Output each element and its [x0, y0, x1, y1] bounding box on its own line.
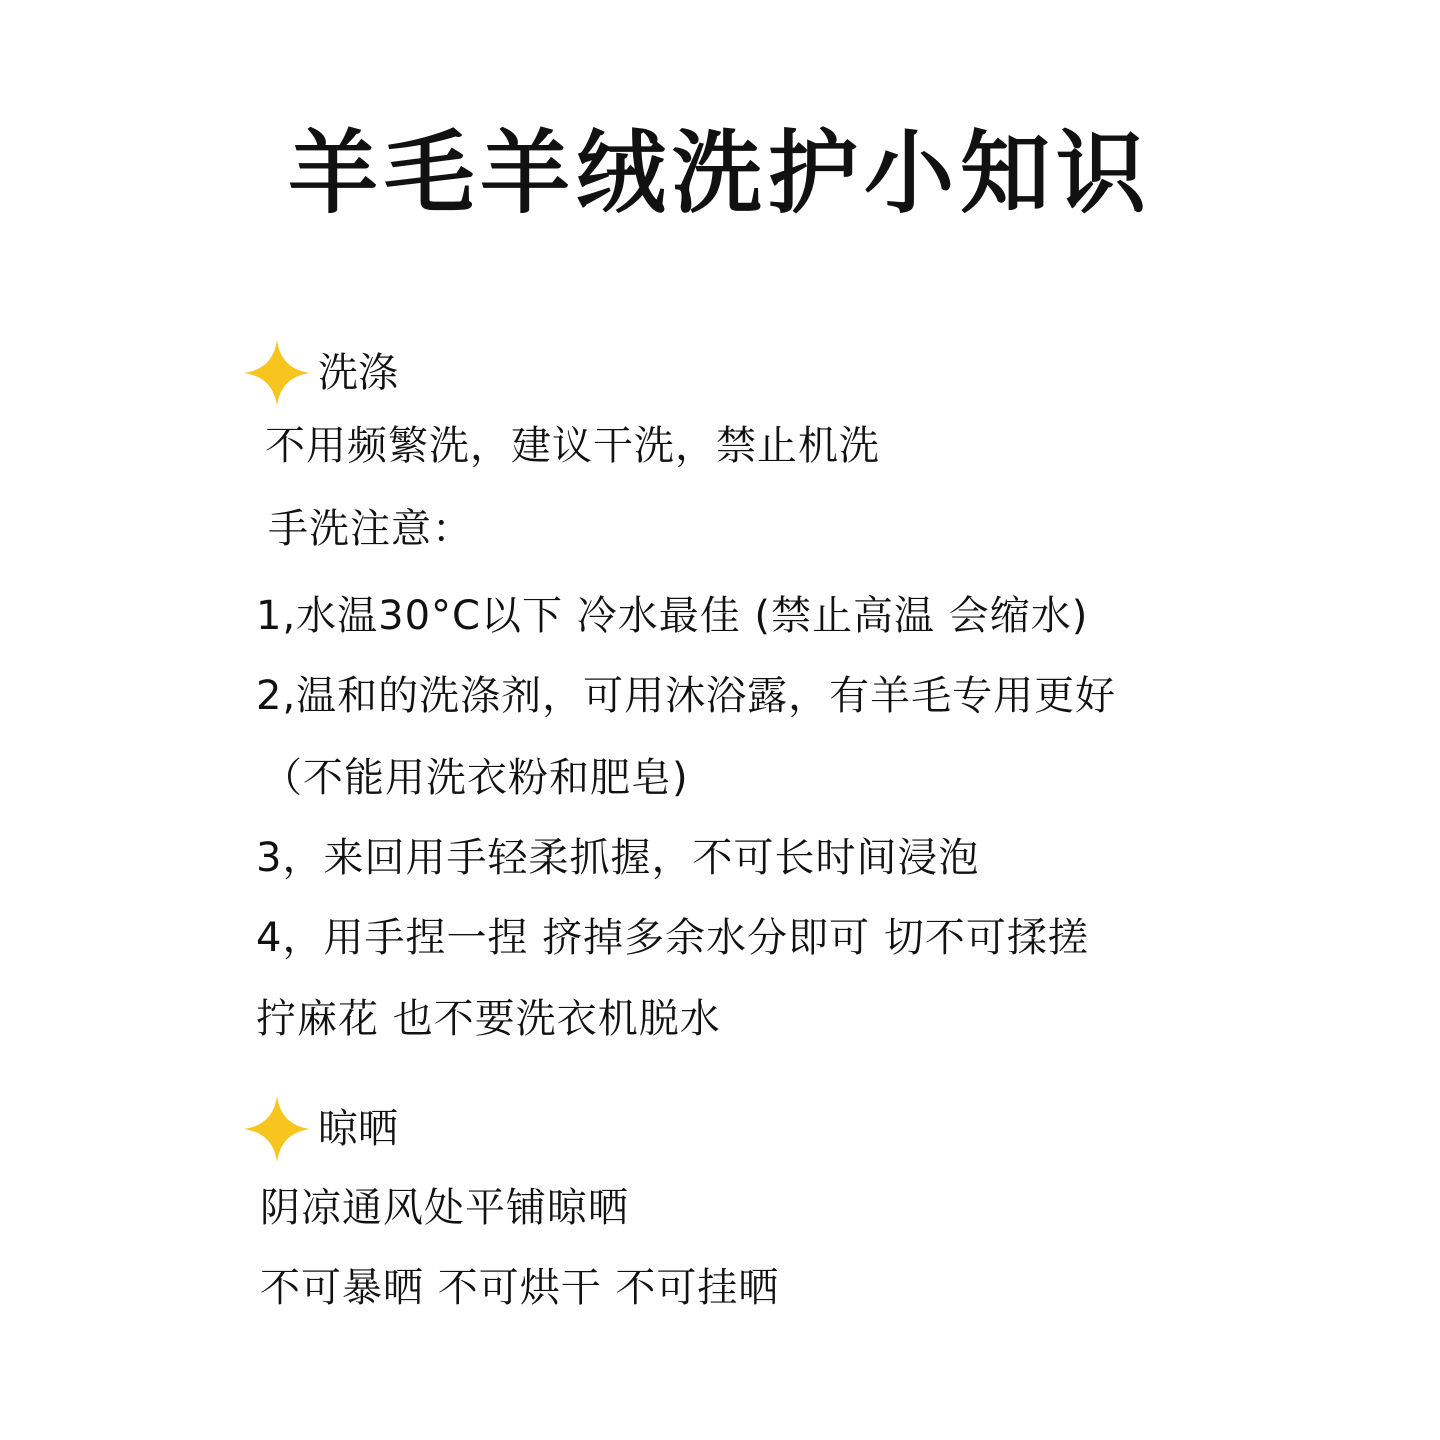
section-heading-label: 洗涤 — [318, 350, 398, 396]
section-heading-drying — [244, 1096, 398, 1162]
wash-step-4-cont: 拧麻花 也不要洗衣机脱水 — [256, 996, 721, 1042]
hand-wash-label: 手洗注意： — [268, 506, 473, 552]
page-title: 羊毛羊绒洗护小知识 — [288, 121, 1152, 226]
washing-summary: 不用频繁洗，建议干洗，禁止机洗 — [265, 423, 880, 469]
wash-step-3: 3，来回用手轻柔抓握，不可长时间浸泡 — [256, 835, 980, 881]
wash-step-2: 2,温和的洗涤剂，可用沐浴露，有羊毛专用更好 — [256, 673, 1117, 719]
section-heading-label: 晾晒 — [318, 1106, 398, 1152]
wash-step-1: 1,水温30°C以下 冷水最佳 (禁止高温 会缩水) — [256, 593, 1089, 639]
drying-line-2: 不可暴晒 不可烘干 不可挂晒 — [260, 1265, 780, 1311]
section-heading-washing — [244, 340, 398, 406]
sparkle-star-icon — [244, 340, 310, 406]
drying-line-1: 阴凉通风处平铺晾晒 — [260, 1185, 629, 1231]
wash-step-2-note: （不能用洗衣粉和肥皂) — [262, 755, 689, 801]
wash-step-4: 4，用手捏一捏 挤掉多余水分即可 切不可揉搓 — [256, 915, 1089, 961]
sparkle-star-icon — [244, 1096, 310, 1162]
